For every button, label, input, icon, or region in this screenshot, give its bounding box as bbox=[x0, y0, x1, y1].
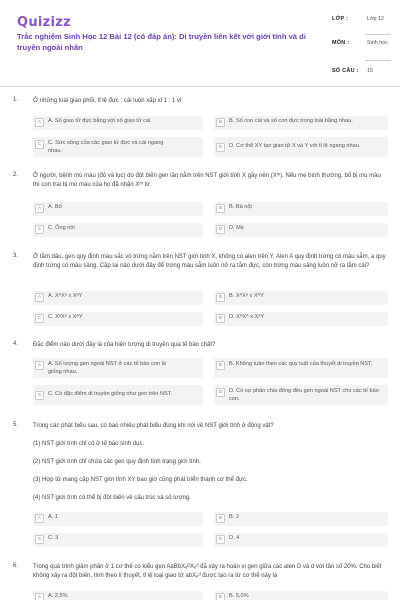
option-text: A. Số lượng gen ngoài NST ở các tế bào con là giống nhau. bbox=[48, 361, 166, 375]
question-number: 5. bbox=[13, 422, 19, 428]
option-letter: B bbox=[216, 118, 225, 127]
option-text: B. Số con cái và số con đực trong loài bằng nhau. bbox=[229, 118, 353, 124]
option-text: D. Có sự phân chia đồng đều gen ngoài NST cho các tế bào con. bbox=[229, 388, 379, 402]
option-text: D. Cơ thể XY tạo giao tử X và Y với tỉ lệ ngang nhau. bbox=[229, 143, 361, 149]
statement-4: (4) NST giới tính có thể bị đột biến về cấu trúc và số lượng. bbox=[33, 495, 191, 501]
option-a[interactable] bbox=[35, 293, 201, 302]
option-a[interactable] bbox=[35, 593, 201, 600]
option-d[interactable] bbox=[216, 535, 388, 544]
question-text: Trong quá trình giảm phân ở 1 cơ thể có kiểu gen AaBbXₑᴰXₑᵈ đã xảy ra hoán vị gen giữa các alen D và d với tần số 20%. Cho biết không xảy ra đột biến, tính theo lí thuyết, tỉ lệ loại giao tử abXₑᵈ được tạo ra từ cơ thể này là bbox=[33, 564, 382, 579]
meta-panel bbox=[332, 14, 390, 76]
meta-divider bbox=[365, 34, 391, 35]
option-a[interactable] bbox=[35, 361, 175, 376]
option-b[interactable] bbox=[216, 361, 376, 370]
option-b[interactable] bbox=[216, 204, 388, 213]
option-text: A. 1 bbox=[48, 514, 58, 520]
question-number: 4. bbox=[13, 341, 19, 347]
option-letter: D bbox=[216, 314, 225, 323]
option-b[interactable] bbox=[216, 593, 388, 600]
option-d[interactable] bbox=[216, 143, 388, 152]
question-text: Đặc điểm nào dưới đây là của hiện tượng di truyền qua tế bào chất? bbox=[33, 342, 216, 348]
option-letter: A bbox=[35, 118, 44, 127]
option-letter: A bbox=[35, 204, 44, 213]
statement-3: (3) Hợp tử mang cặp NST giới tính XY bao giờ cũng phát triển thành cơ thể đực. bbox=[33, 477, 248, 483]
question-text: Ở người, bệnh mù màu (đỏ và lục) do đột biến gen lặn nằm trên NST giới tính X gây nên (Xᵐ). Nếu mẹ bình thường, bố bị mù màu thì con trai bị mù màu của họ đã nhận Xᵐ từ bbox=[33, 173, 381, 188]
option-d[interactable] bbox=[216, 225, 388, 234]
option-c[interactable] bbox=[35, 314, 201, 323]
option-letter: B bbox=[216, 361, 225, 370]
option-c[interactable] bbox=[35, 391, 201, 400]
question-number: 1. bbox=[13, 97, 19, 103]
meta-divider bbox=[365, 60, 391, 61]
option-c[interactable] bbox=[35, 535, 201, 544]
class-label: LỚP : bbox=[332, 16, 349, 22]
option-letter: B bbox=[216, 514, 225, 523]
meta-count bbox=[332, 64, 390, 80]
option-text: A. XᴬXᵃ x XᵃY bbox=[48, 293, 83, 299]
option-c[interactable] bbox=[35, 225, 201, 234]
option-b[interactable] bbox=[216, 293, 388, 302]
option-letter: C bbox=[35, 225, 44, 234]
option-letter: B bbox=[216, 204, 225, 213]
option-d[interactable] bbox=[216, 388, 386, 403]
option-text: D. Mẹ bbox=[229, 225, 244, 231]
option-text: B. XᴬXᵃ x XᴬY bbox=[229, 293, 264, 299]
option-text: A. Số giao tử đực bằng với số giao tử cái. bbox=[48, 118, 152, 124]
option-text: A. Bố bbox=[48, 204, 62, 210]
option-text: C. 3 bbox=[48, 535, 59, 541]
option-text: B. 2 bbox=[229, 514, 239, 520]
option-letter: A bbox=[35, 514, 44, 523]
quizizz-logo: Quizizz bbox=[17, 15, 72, 30]
meta-subject bbox=[332, 36, 390, 62]
option-letter: C bbox=[35, 140, 44, 149]
option-letter: C bbox=[35, 391, 44, 400]
meta-class bbox=[332, 14, 390, 34]
option-letter: D bbox=[216, 535, 225, 544]
statement-1: (1) NST giới tính chỉ có ở tế bào sinh dục. bbox=[33, 441, 145, 447]
option-b[interactable] bbox=[216, 514, 388, 523]
option-b[interactable] bbox=[216, 118, 388, 127]
option-text: C. Có đặc điểm di truyền giống như gen trên NST. bbox=[48, 391, 173, 397]
count-label: SỐ CÂU : bbox=[332, 68, 359, 74]
header-divider bbox=[0, 86, 400, 87]
option-text: C. XᵃXᵃ x XᴬY bbox=[48, 314, 83, 320]
option-text: B. Không tuân theo các quy luật của thuyết di truyền NST. bbox=[229, 361, 373, 367]
option-letter: B bbox=[216, 293, 225, 302]
question-text: Ở tằm dâu, gen quy định màu sắc vỏ trứng nằm trên NST giới tính X, không có alen trên Y. Alen A quy định trứng có màu sẫm, a quy định trứng có màu sáng. Cặp lai nào dưới đây để trứng màu sẫm luôn nở ra tằm đực, còn trứng màu sáng luôn nở ra tằm cái? bbox=[33, 254, 386, 269]
option-text: C. Sức sống của các giao tử đực và cái ngang nhau. bbox=[48, 140, 164, 154]
option-letter: C bbox=[35, 535, 44, 544]
count-value: 15 bbox=[367, 68, 373, 74]
statement-2: (2) NST giới tính chỉ chứa các gen quy định tính trạng giới tính. bbox=[33, 459, 201, 465]
option-text: D. 4 bbox=[229, 535, 240, 541]
class-value: Lớp 12 bbox=[367, 16, 385, 22]
option-text: D. XᴬXᴬ x XᵃY bbox=[229, 314, 265, 320]
option-letter: D bbox=[216, 388, 225, 397]
question-number: 6. bbox=[13, 563, 19, 569]
document-title: Trắc nghiệm Sinh Học 12 Bài 12 (có đáp án): Di truyền liên kết với giới tính và di truyền ngoài nhân bbox=[17, 32, 306, 52]
option-c[interactable] bbox=[35, 140, 175, 155]
option-letter: A bbox=[35, 593, 44, 600]
option-letter: D bbox=[216, 143, 225, 152]
question-text: Trong các phát biểu sau, có bao nhiêu phát biểu đúng khi nói về NST giới tính ở động vật? bbox=[33, 423, 274, 429]
option-letter: D bbox=[216, 225, 225, 234]
question-number: 3. bbox=[13, 253, 19, 259]
option-text: B. Bà nội bbox=[229, 204, 252, 210]
option-letter: C bbox=[35, 314, 44, 323]
question-number: 2. bbox=[13, 172, 19, 178]
option-letter: A bbox=[35, 361, 44, 370]
subject-label: MÔN : bbox=[332, 40, 350, 46]
subject-value: Sinh học bbox=[367, 40, 388, 46]
option-d[interactable] bbox=[216, 314, 388, 323]
option-text: C. Ông nội bbox=[48, 225, 75, 231]
option-a[interactable] bbox=[35, 514, 201, 523]
option-a[interactable] bbox=[35, 204, 201, 213]
option-a[interactable] bbox=[35, 118, 201, 127]
option-text: A. 2,5% bbox=[48, 593, 68, 599]
option-letter: B bbox=[216, 593, 225, 600]
question-text: Ở những loài giao phối, tỉ lệ đực : cái luôn xấp xỉ 1 : 1 vì bbox=[33, 98, 182, 104]
document-header bbox=[0, 0, 400, 84]
option-letter: A bbox=[35, 293, 44, 302]
option-text: B. 5,0% bbox=[229, 593, 249, 599]
